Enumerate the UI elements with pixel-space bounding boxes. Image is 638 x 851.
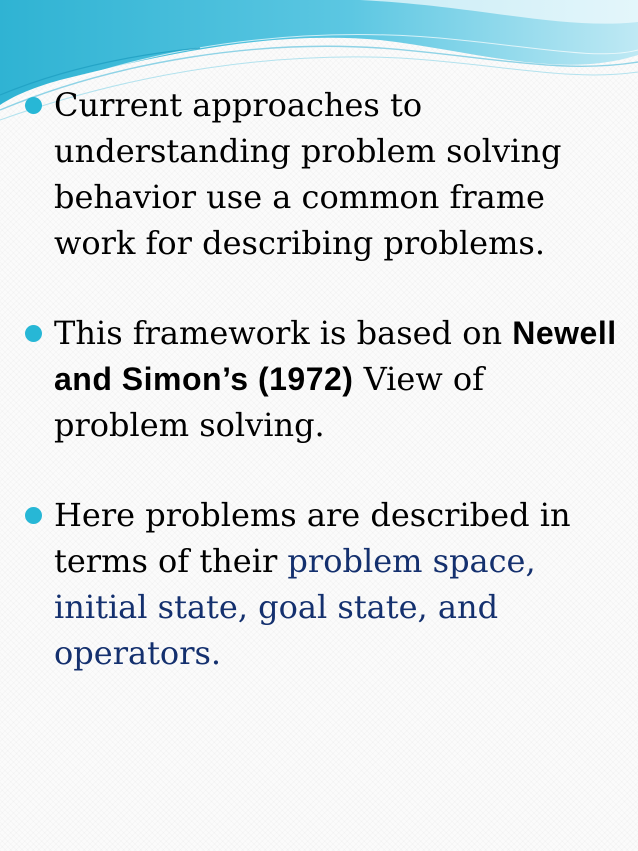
bullet-text-tail: View of problem solving. — [54, 360, 485, 444]
bullet-item-problem-description — [22, 492, 622, 676]
bullet-dot-icon — [25, 325, 42, 342]
bullet-text: Here problems are described in terms of their — [54, 496, 571, 580]
bullet-text-tail: . — [210, 634, 222, 672]
bullet-item-approaches — [22, 82, 622, 266]
bullet-list — [22, 82, 622, 676]
bullet-dot-icon — [25, 507, 42, 524]
bullet-dot-icon — [25, 97, 42, 114]
citation-text: Newell and Simon’s (1972) — [54, 315, 617, 397]
bullet-text: Current approaches to understanding problem solving behavior use a common frame work for describing problems. — [54, 86, 562, 262]
bullet-text: This framework is based on — [54, 314, 513, 352]
bullet-item-framework — [22, 310, 622, 448]
highlighted-terms: problem space, initial state, goal state, and operators — [54, 542, 536, 672]
